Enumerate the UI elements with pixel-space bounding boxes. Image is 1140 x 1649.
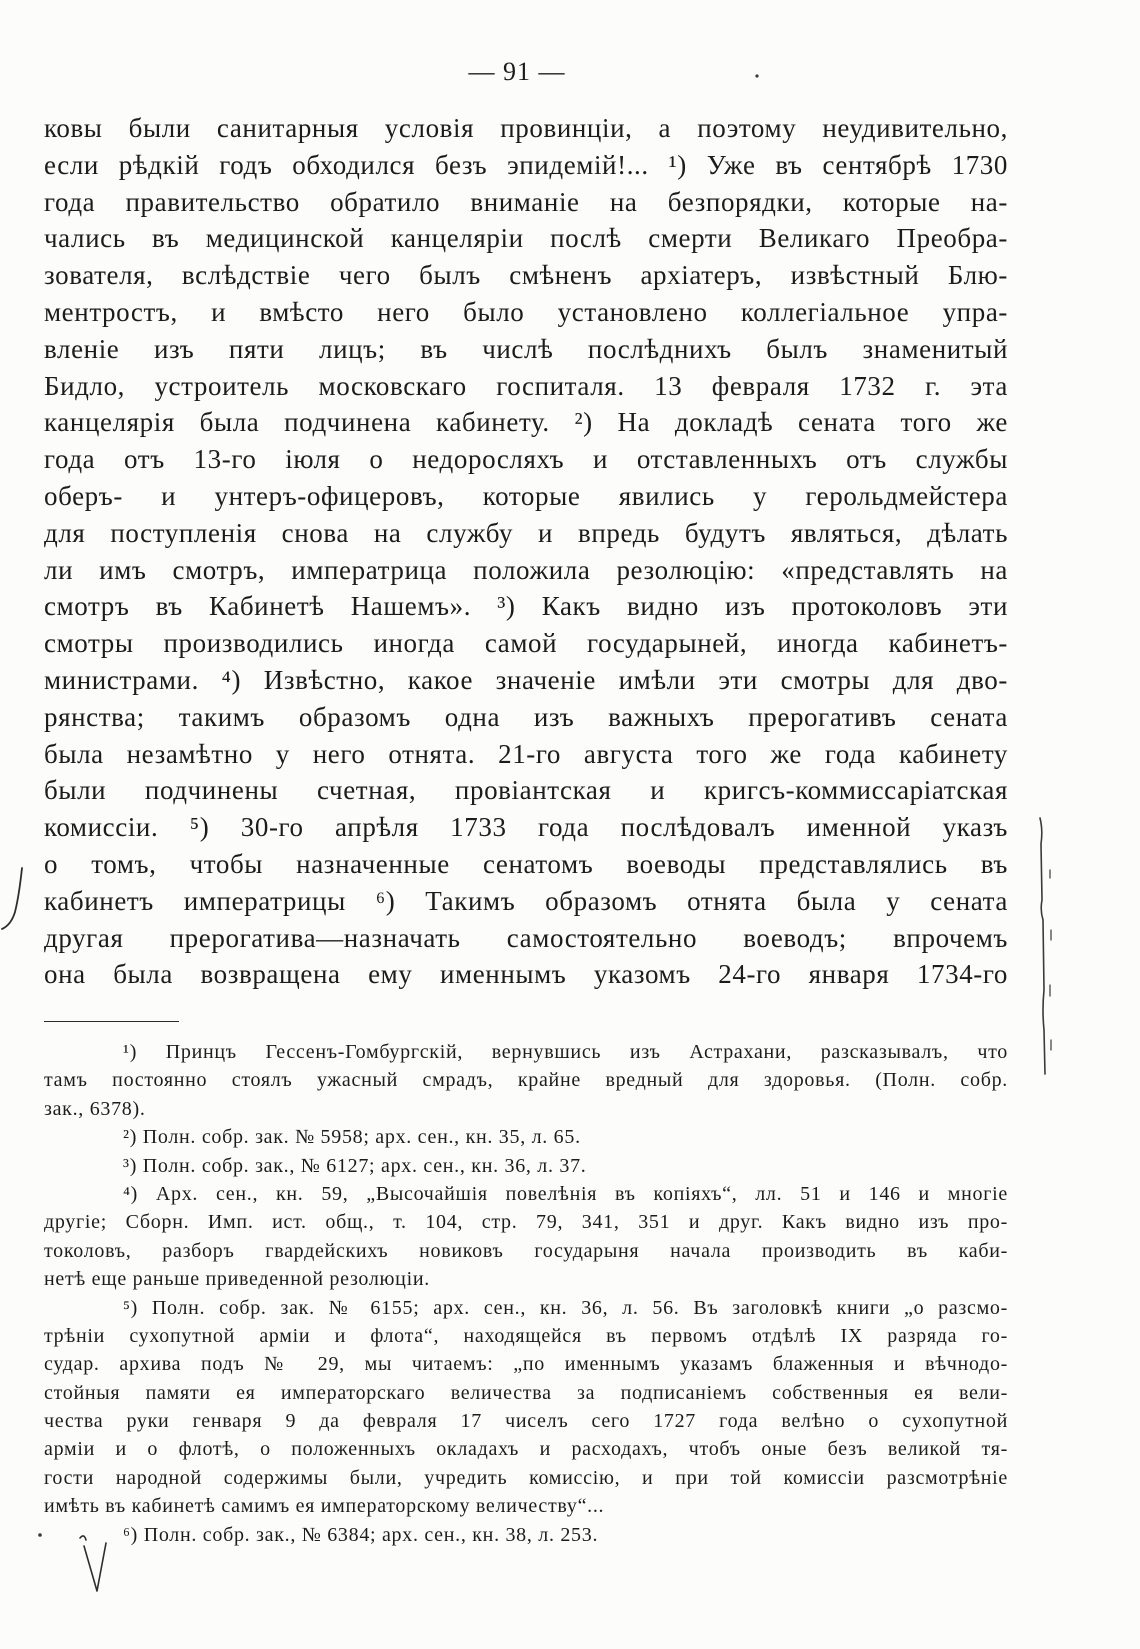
text-line: зователя, вслѣдствіе чего былъ смѣненъ архіатеръ, извѣстный Блю- xyxy=(44,260,1008,291)
footnote-line: ⁶) Полн. собр. зак., № 6384; арх. сен., кн. 38, л. 253. xyxy=(123,1523,599,1546)
text-line: была незамѣтно у него отнята. 21-го августа того же года кабинету xyxy=(44,738,1008,769)
footnote-4 xyxy=(44,1180,1008,1294)
text-line: комиссіи. ⁵) 30-го апрѣля 1733 года послѣдовалъ именной указъ xyxy=(44,812,1008,843)
footnote-line: зак., 6378). xyxy=(44,1097,146,1120)
footnote-1 xyxy=(44,1038,1008,1123)
footnote-3 xyxy=(44,1152,1008,1180)
footnote-line: тамъ постоянно стоялъ ужасный смрадъ, крайне вредный для здоровья. (Полн. собр. xyxy=(44,1069,1008,1092)
text-line: были подчинены счетная, провіантская и кригсъ-коммиссаріатская xyxy=(44,775,1008,806)
text-line: она была возвращена ему именнымъ указомъ 24-го января 1734-го xyxy=(44,959,1008,990)
text-line: смотры производились иногда самой государыней, иногда кабинетъ- xyxy=(44,628,1008,659)
footnote-6 xyxy=(44,1521,1008,1549)
footnote-5 xyxy=(44,1294,1008,1521)
footnote-line: токоловъ, разборъ гвардейскихъ новиковъ государыня начала производить въ каби- xyxy=(44,1239,1008,1262)
footnote-line: ²) Полн. собр. зак. № 5958; арх. сен., кн. 35, л. 65. xyxy=(123,1126,581,1149)
ink-speck-left xyxy=(38,1533,42,1537)
text-line: министрами. ⁴) Извѣстно, какое значеніе имѣли эти смотры для дво- xyxy=(44,664,1008,695)
footnote-line: ⁴) Арх. сен., кн. 59, „Высочайшія повелѣнія въ копіяхъ“, лл. 51 и 146 и многіе xyxy=(123,1182,1008,1205)
text-line: другая прерогатива—назначать самостоятельно воеводъ; впрочемъ xyxy=(44,922,1008,953)
footnote-line: стойныя памяти ея императорскаго величества за подписаніемъ собственныя ея вели- xyxy=(44,1381,1008,1404)
footnote-line: гости народной содержимы были, учредить комиссію, и при той комиссіи разсмотрѣніе xyxy=(44,1466,1008,1489)
footnote-line: трѣніи сухопутной арміи и флота“, находящейся въ первомъ отдѣлѣ IX разряда го- xyxy=(44,1324,1008,1347)
footnote-line: судар. архива подъ № 29, мы читаемъ: „по именнымъ указамъ блаженныя и вѣчнодо- xyxy=(44,1353,1008,1376)
footnote-separator xyxy=(44,1021,179,1022)
text-line: ли имъ смотръ, императрица положила резолюцію: «представлять на xyxy=(44,554,1008,585)
text-line: года правительство обратило вниманіе на безпорядки, которые на- xyxy=(44,186,1008,217)
margin-pencil-curve xyxy=(2,868,22,929)
text-line: для поступленія снова на службу и впредь будутъ являться, дѣлать xyxy=(44,517,1008,548)
text-line: смотръ въ Кабинетѣ Нашемъ». ³) Какъ видно изъ протоколовъ эти xyxy=(44,591,1008,622)
page-number: — 91 — xyxy=(468,57,566,86)
main-text xyxy=(44,110,1008,993)
footnote-line: нетѣ еще раньше приведенной резолюціи. xyxy=(44,1268,430,1291)
text-line: чались въ медицинской канцеляріи послѣ смерти Великаго Преобра- xyxy=(44,223,1008,254)
text-line: кабинетъ императрицы ⁶) Такимъ образомъ отнята была у сената xyxy=(44,885,1008,916)
ink-speck-top xyxy=(755,74,758,77)
margin-pencil-bracket xyxy=(1040,818,1045,1074)
footnote-line: другіе; Сборн. Имп. ист. общ., т. 104, стр. 79, 341, 351 и друг. Какъ видно изъ про- xyxy=(44,1211,1008,1234)
text-line: года отъ 13-го іюля о недоросляхъ и отставленныхъ отъ службы xyxy=(44,444,1008,475)
footnote-line: ³) Полн. собр. зак., № 6127; арх. сен., кн. 36, л. 37. xyxy=(123,1154,587,1177)
footnote-line: ⁵) Полн. собр. зак. № 6155; арх. сен., кн. 36, л. 56. Въ заголовкѣ книги „о разсмо- xyxy=(123,1296,1008,1319)
text-line: Бидло, устроитель московскаго госпиталя. 13 февраля 1732 г. эта xyxy=(44,370,1008,401)
footnote-line: ¹) Принцъ Гессенъ-Гомбургскій, вернувшись изъ Астрахани, разсказывалъ, что xyxy=(123,1041,1008,1063)
footnote-line: арміи и о флотѣ, о положенныхъ окладахъ и расходахъ, чтобъ оные безъ великой тя- xyxy=(44,1438,1008,1461)
footnote-2 xyxy=(44,1123,1008,1151)
text-line: если рѣдкій годъ обходился безъ эпидемій!... ¹) Уже въ сентябрѣ 1730 xyxy=(44,149,1008,180)
text-line: ковы были санитарныя условія провинціи, а поэтому неудивительно, xyxy=(44,113,1008,143)
footnotes xyxy=(44,1038,1008,1549)
text-line: рянства; такимъ образомъ одна изъ важныхъ прерогативъ сената xyxy=(44,701,1008,732)
text-line: ментростъ, и вмѣсто него было установлено коллегіальное упра- xyxy=(44,296,1008,327)
text-line: вленіе изъ пяти лицъ; въ числѣ послѣднихъ былъ знаменитый xyxy=(44,333,1008,364)
footnote-line: чества руки генваря 9 да февраля 17 чиселъ сего 1727 года велѣно о сухопутной xyxy=(44,1410,1008,1433)
text-line: о томъ, чтобы назначенные сенатомъ воеводы представлялись въ xyxy=(44,848,1008,879)
text-line: оберъ- и унтеръ-офицеровъ, которые явились у герольдмейстера xyxy=(44,480,1008,511)
text-line: канцелярія была подчинена кабинету. ²) На докладѣ сената того же xyxy=(44,407,1008,438)
margin-pencil-dashes xyxy=(1050,870,1051,1050)
footnote-line: имѣть въ кабинетѣ самимъ ея императорскому величеству“... xyxy=(44,1495,605,1518)
